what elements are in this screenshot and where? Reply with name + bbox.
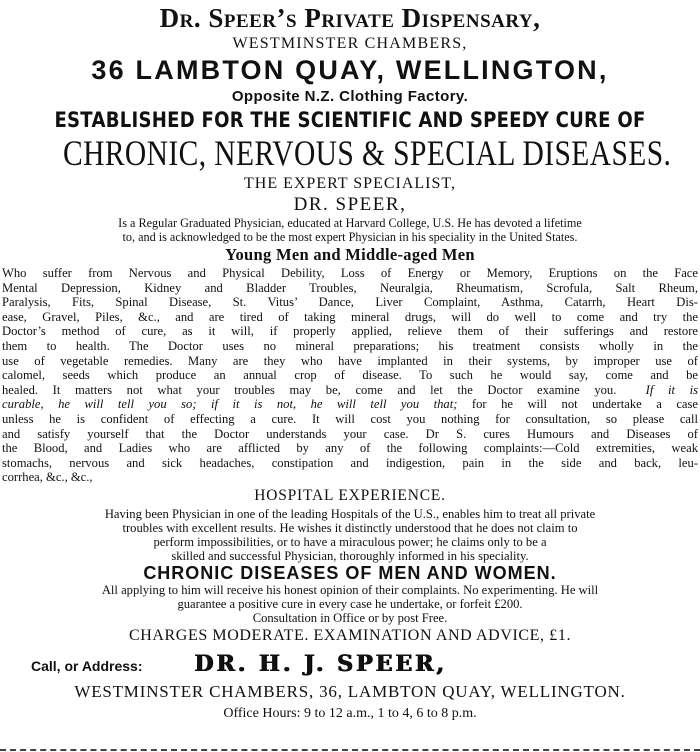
paragraph-line: Paralysis, Fits, Spinal Disease, St. Vitus’ Dance, Liver Complaint, Asthma, Catarrh, Heart Dis- (2, 295, 698, 310)
doctor-name-heading: DR. SPEER, (293, 194, 407, 215)
paragraph-line: unless he is confident of effecting a cure. It will cost you nothing for consultation, so please call (2, 411, 698, 426)
bottom-dashed-rule (0, 749, 700, 751)
office-hours: Office Hours: 9 to 12 a.m., 1 to 4, 6 to 8 p.m. (223, 705, 477, 721)
paragraph-line: corrhea, &c., &c., (2, 470, 93, 485)
diseases-heading: CHRONIC, NERVOUS & SPECIAL DISEASES. (63, 133, 672, 173)
paragraph-line: calomel, seeds which produce an annual crop of disease. To such he would say, come and be (2, 368, 698, 383)
expert-specialist-label: THE EXPERT SPECIALIST, (243, 175, 456, 192)
call-label: Call, or Address: (31, 657, 143, 674)
paragraph-line: Doctor’s method of cure, as it will, if properly applied, relieve them of their sufferings and restore (2, 324, 698, 339)
paragraph-text: healed. It matters not what your troubles may be, come and let the Doctor examine you. (2, 382, 617, 397)
guarantee-line: guarantee a positive cure in every case he undertake, or forfeit £200. (177, 596, 523, 611)
hospital-line: perform impossibilities, or to have a miraculous power; he claims only to be a (153, 534, 547, 549)
call-address-row (0, 649, 700, 681)
paragraph-text: for he will not undertake a case (471, 397, 698, 412)
hospital-heading: HOSPITAL EXPERIENCE. (254, 486, 446, 504)
paragraph-line-with-italic (2, 397, 698, 412)
paragraph-line: and satisfy yourself that the Doctor understands your case. Dr S. cures Humours and Diseases of (2, 426, 698, 441)
chronic-men-women-heading: CHRONIC DISEASES OF MEN AND WOMEN. (143, 562, 557, 583)
hospital-line: Having been Physician in one of the leading Hospitals of the U.S., enables him to treat all private (104, 506, 596, 521)
young-men-heading: Young Men and Middle-aged Men (225, 245, 475, 264)
street-address: 36 LAMBTON QUAY, WELLINGTON, (91, 55, 609, 85)
hospital-line: troubles with excellent results. He wishes it distinctly understood that he does not claim to (122, 520, 578, 535)
footer-address: WESTMINSTER CHAMBERS, 36, LAMBTON QUAY, WELLINGTON. (74, 681, 626, 701)
consultation-line: Consultation in Office or by post Free. (252, 610, 448, 625)
italic-text: curable, he will tell you so; if it is not, he will tell you that; (2, 397, 458, 412)
dispensary-title: Dr. Speer’s Private Dispensary, (159, 3, 541, 33)
hospital-line: skilled and successful Physician, thoroughly informed in his speciality. (171, 548, 529, 563)
building-name: WESTMINSTER CHAMBERS, (232, 35, 468, 52)
paragraph-line: Mental Depression, Kidney and Bladder Troubles, Neuralgia, Rheumatism, Scrofula, Salt Rheum, (2, 280, 698, 295)
paragraph-line: them to health. The Doctor uses no mineral preparations; his treatment consists wholly in the (2, 338, 698, 353)
paragraph-line: the Blood, and Ladies who are afflicted by any of the following complaints:—Cold extremities, weak (2, 441, 698, 456)
italic-text: If it is (645, 382, 699, 397)
guarantee-line: All applying to him will receive his honest opinion of their complaints. No experimenting. He will (101, 582, 599, 597)
doctor-full-name: DR. H. J. SPEER, (194, 650, 447, 677)
paragraph-line: use of vegetable remedies. Many are they who have implanted in their systems, by improper use of (2, 353, 698, 368)
young-men-paragraph (0, 266, 700, 485)
paragraph-line: Who suffer from Nervous and Physical Debility, Loss of Energy or Memory, Eruptions on the Face (2, 266, 698, 280)
opposite-note: Opposite N.Z. Clothing Factory. (231, 88, 469, 105)
intro-line: Is a Regular Graduated Physician, educated at Harvard College, U.S. He has devoted a lifetime (118, 216, 582, 230)
intro-line: to, and is acknowledged to be the most expert Physician in his speciality in the United States. (122, 230, 578, 244)
established-heading: ESTABLISHED FOR THE SCIENTIFIC AND SPEEDY CURE OF (54, 108, 646, 132)
charges-line: CHARGES MODERATE. EXAMINATION AND ADVICE, £1. (128, 626, 572, 644)
paragraph-line: ease, Gravel, Piles, &c., and are tired of taking mineral drugs, will do well to come and try the (2, 309, 698, 324)
paragraph-line: stomachs, nervous and sick headaches, constipation and indigestion, pain in the side and back, leu- (2, 455, 698, 470)
paragraph-line-with-italic (2, 383, 698, 398)
